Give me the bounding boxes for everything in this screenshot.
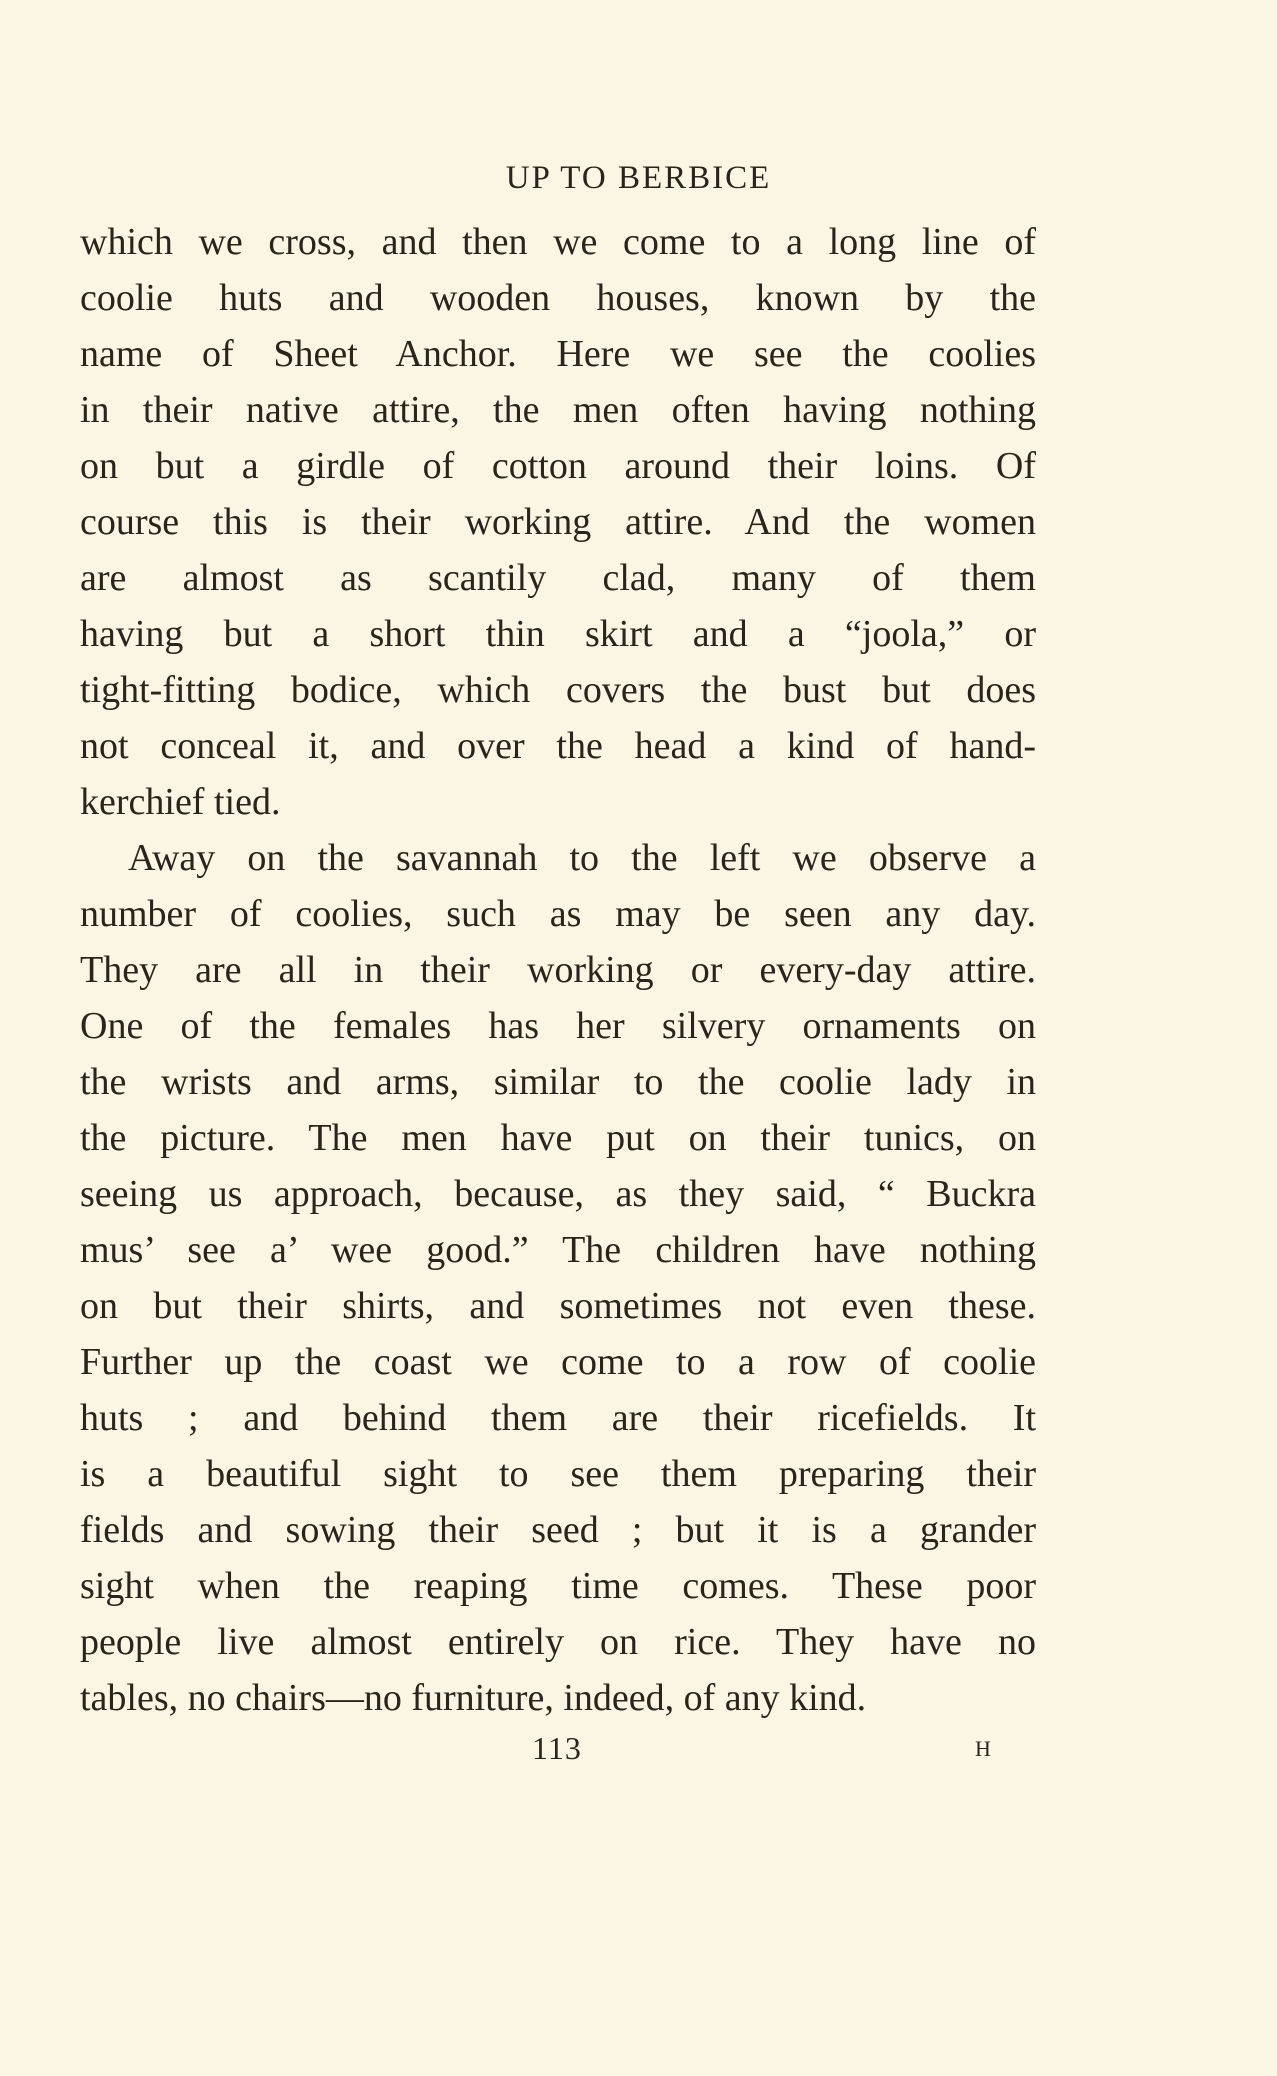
text-line: sight when the reaping time comes. These poor — [80, 1565, 1036, 1607]
text-line: tables, no chairs—no furniture, indeed, of any kind. — [80, 1677, 867, 1719]
text-line: huts ; and behind them are their ricefields. It — [80, 1397, 1036, 1439]
text-line: fields and sowing their seed ; but it is a grander — [80, 1509, 1036, 1551]
text-line: having but a short thin skirt and a “joola,” or — [80, 613, 1036, 655]
running-head: UP TO BERBICE — [505, 160, 772, 196]
text-line: people live almost entirely on rice. They have no — [80, 1621, 1036, 1663]
text-line: name of Sheet Anchor. Here we see the coolies — [80, 333, 1036, 375]
text-line: coolie huts and wooden houses, known by the — [80, 277, 1036, 319]
text-line: not conceal it, and over the head a kind of hand- — [80, 725, 1036, 767]
text-line: tight-fitting bodice, which covers the bust but does — [80, 669, 1036, 711]
text-line: number of coolies, such as may be seen any day. — [80, 893, 1036, 935]
text-line: Further up the coast we come to a row of coolie — [80, 1341, 1036, 1383]
text-line: the wrists and arms, similar to the coolie lady in — [80, 1061, 1036, 1103]
paragraph-1 — [80, 214, 1036, 830]
signature-mark: H — [975, 1736, 992, 1761]
text-line: course this is their working attire. And the women — [80, 501, 1036, 543]
text-line: kerchief tied. — [80, 781, 281, 823]
page-number: 113 — [532, 1730, 582, 1766]
text-line: on but a girdle of cotton around their loins. Of — [80, 445, 1036, 487]
text-line: One of the females has her silvery ornaments on — [80, 1005, 1036, 1047]
body-text — [80, 214, 1036, 1726]
text-line: mus’ see a’ wee good.” The children have nothing — [80, 1229, 1036, 1271]
text-line: Away on the savannah to the left we observe a — [128, 837, 1036, 879]
text-line: in their native attire, the men often having nothing — [80, 389, 1036, 431]
text-line: They are all in their working or every-day attire. — [80, 949, 1036, 991]
text-line: on but their shirts, and sometimes not even these. — [80, 1285, 1036, 1327]
text-line: is a beautiful sight to see them preparing their — [80, 1453, 1036, 1495]
text-line: which we cross, and then we come to a long line of — [80, 221, 1036, 263]
text-line: are almost as scantily clad, many of them — [80, 557, 1036, 599]
paragraph-2 — [80, 830, 1036, 1726]
text-line: the picture. The men have put on their tunics, on — [80, 1117, 1036, 1159]
text-line: seeing us approach, because, as they said, “ Buckra — [80, 1173, 1036, 1215]
